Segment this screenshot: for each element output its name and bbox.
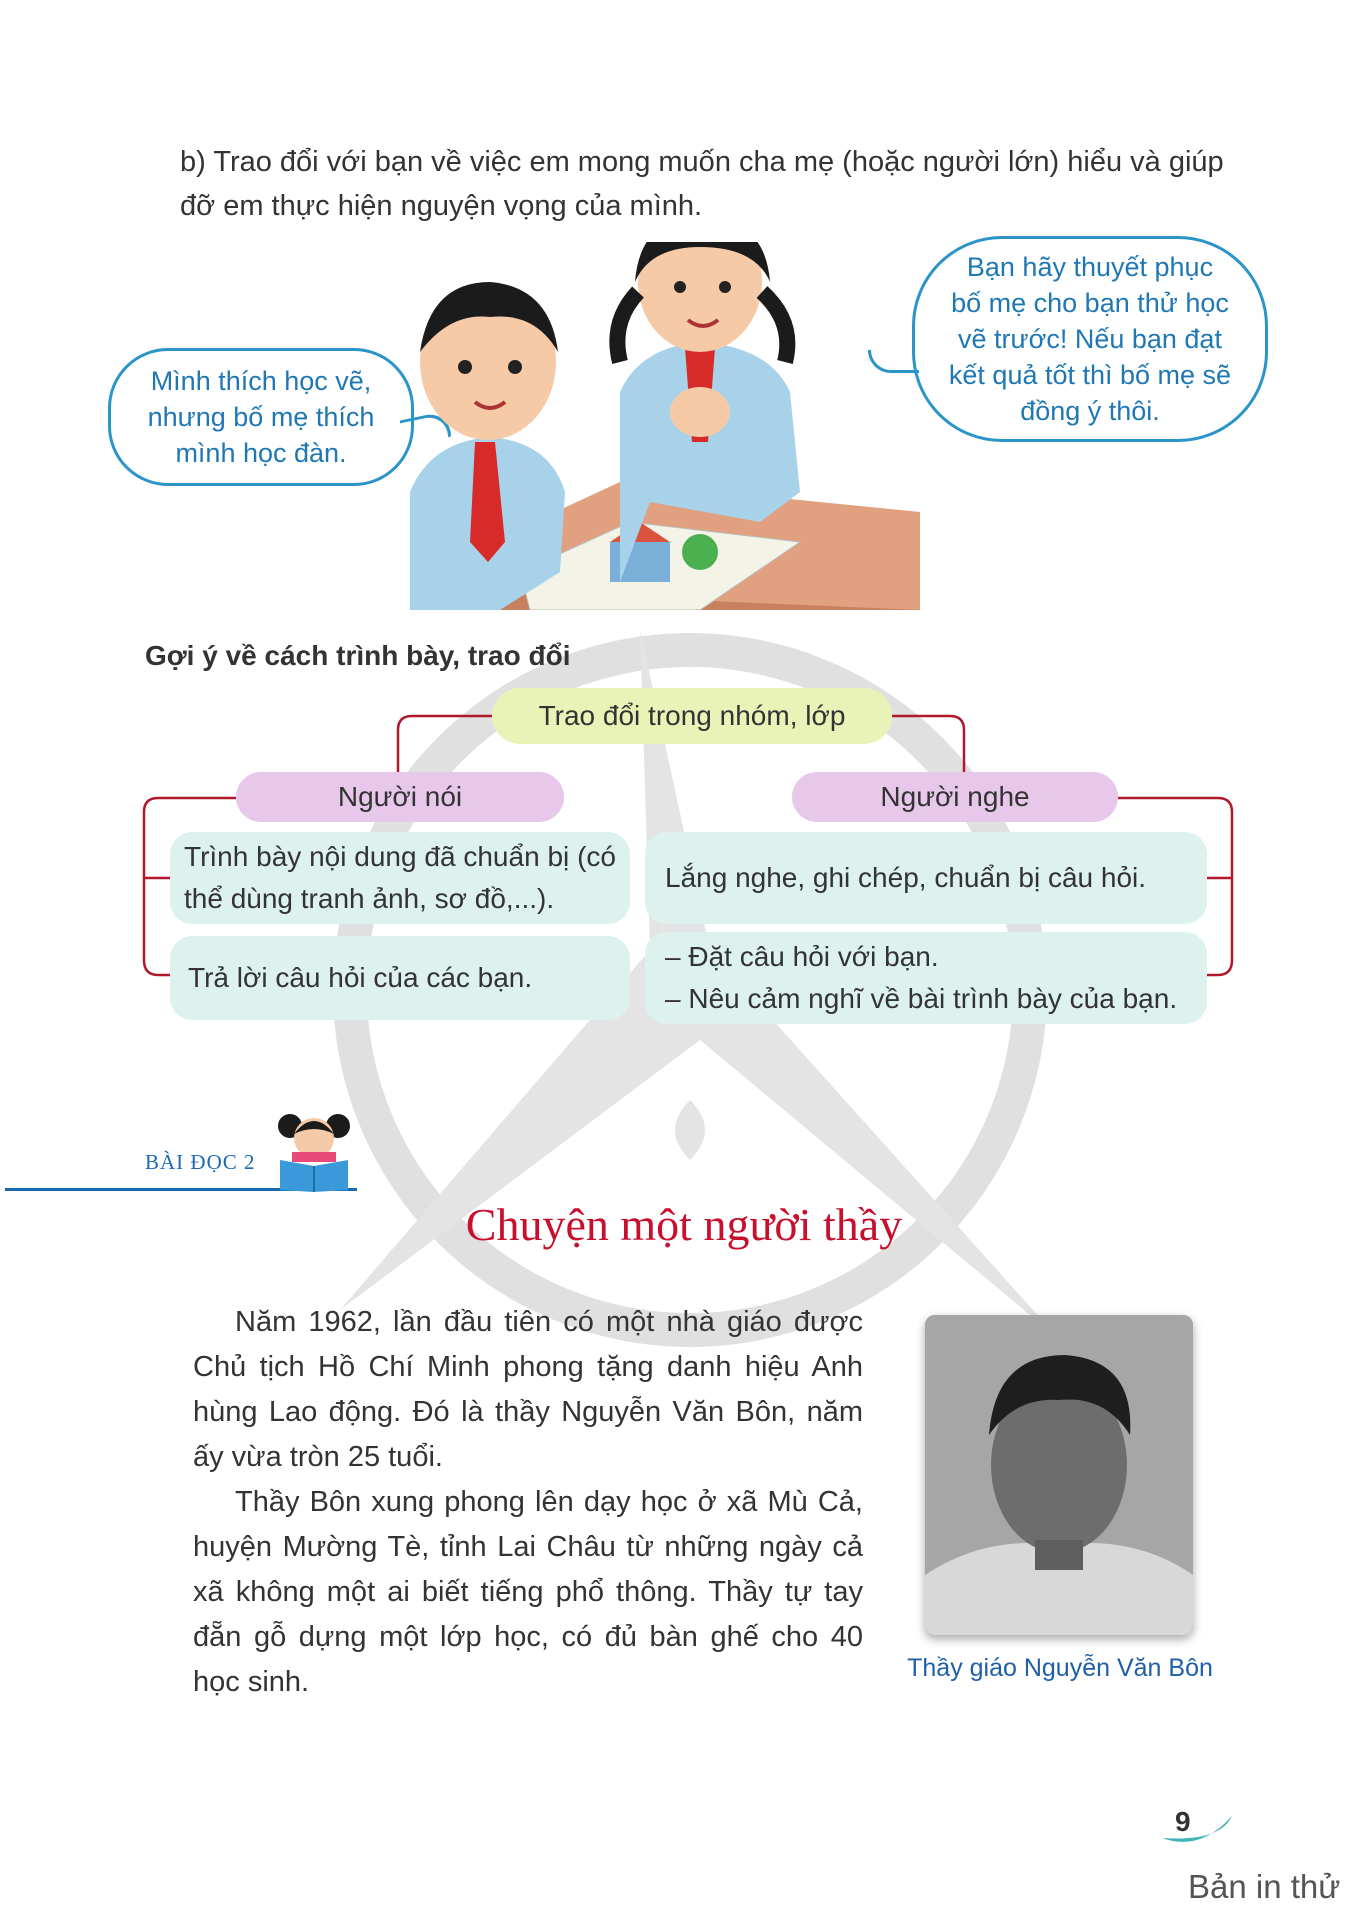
girl-bubble-line: đồng ý thôi. — [1020, 396, 1160, 426]
speaker-task-box: Trình bày nội dung đã chuẩn bị (có thể dùng tranh ảnh, sơ đồ,...). — [170, 832, 630, 924]
listener-task-line: – Nêu cảm nghĩ về bài trình bày của bạn. — [665, 983, 1178, 1014]
exercise-prompt — [180, 140, 1240, 228]
girl-bubble-line: vẽ trước! Nếu bạn đạt — [958, 324, 1222, 354]
page-number-swoosh-icon — [1160, 1808, 1240, 1848]
page-number: 9 — [1175, 1806, 1191, 1837]
boy-speech-bubble — [108, 348, 414, 486]
girl-bubble-line: kết quả tốt thì bố mẹ sẽ — [948, 360, 1232, 390]
speaker-role-pill: Người nói — [236, 772, 564, 822]
listener-task-line: – Đặt câu hỏi với bạn. — [665, 941, 939, 972]
girl-speech-bubble — [912, 236, 1268, 442]
students-illustration — [370, 242, 920, 610]
story-paragraph: Năm 1962, lần đầu tiên có một nhà giáo được Chủ tịch Hồ Chí Minh phong tặng danh hiệu Anh hùng Lao động. Đó là thầy Nguyễn Văn Bôn, năm ấy vừa tròn 25 tuổi. — [193, 1306, 863, 1473]
girl-bubble-line: bố mẹ cho bạn thử học — [951, 288, 1229, 318]
lesson-label: BÀI ĐỌC 2 — [145, 1150, 256, 1174]
diagram-center-pill: Trao đổi trong nhóm, lớp — [492, 688, 892, 744]
reading-girl-icon — [272, 1108, 356, 1192]
story-paragraph: Thầy Bôn xung phong lên dạy học ở xã Mù Cả, huyện Mường Tè, tỉnh Lai Châu từ những ngày cả xã không một ai biết tiếng phổ thông. Thầy tự tay đẵn gỗ dựng một lớp học, có đủ bàn ghế cho 40 học sinh. — [193, 1486, 863, 1698]
boy-bubble-line: mình học đàn. — [175, 438, 347, 468]
prompt-line-1: b) Trao đổi với bạn về việc em mong muốn cha mẹ (hoặc người lớn) hiểu và giúp — [180, 146, 1224, 178]
boy-bubble-line: nhưng bố mẹ thích — [147, 402, 375, 432]
teacher-portrait-photo — [925, 1315, 1193, 1635]
boy-bubble-line: Mình thích học vẽ, — [150, 366, 372, 396]
draft-label: Bản in thử — [1188, 1868, 1341, 1905]
prompt-line-2: đỡ em thực hiện nguyện vọng của mình. — [180, 190, 703, 222]
listener-task-box — [645, 932, 1207, 1024]
photo-caption: Thầy giáo Nguyễn Văn Bôn — [907, 1654, 1213, 1682]
listener-task-box: Lắng nghe, ghi chép, chuẩn bị câu hỏi. — [645, 832, 1207, 924]
speaker-task-box: Trả lời câu hỏi của các bạn. — [170, 936, 630, 1020]
listener-role-pill: Người nghe — [792, 772, 1118, 822]
story-title: Chuyện một người thầy — [465, 1199, 903, 1250]
girl-bubble-line: Bạn hãy thuyết phục — [966, 252, 1214, 282]
hint-heading: Gợi ý về cách trình bày, trao đổi — [145, 640, 571, 671]
story-text — [193, 1300, 863, 1705]
